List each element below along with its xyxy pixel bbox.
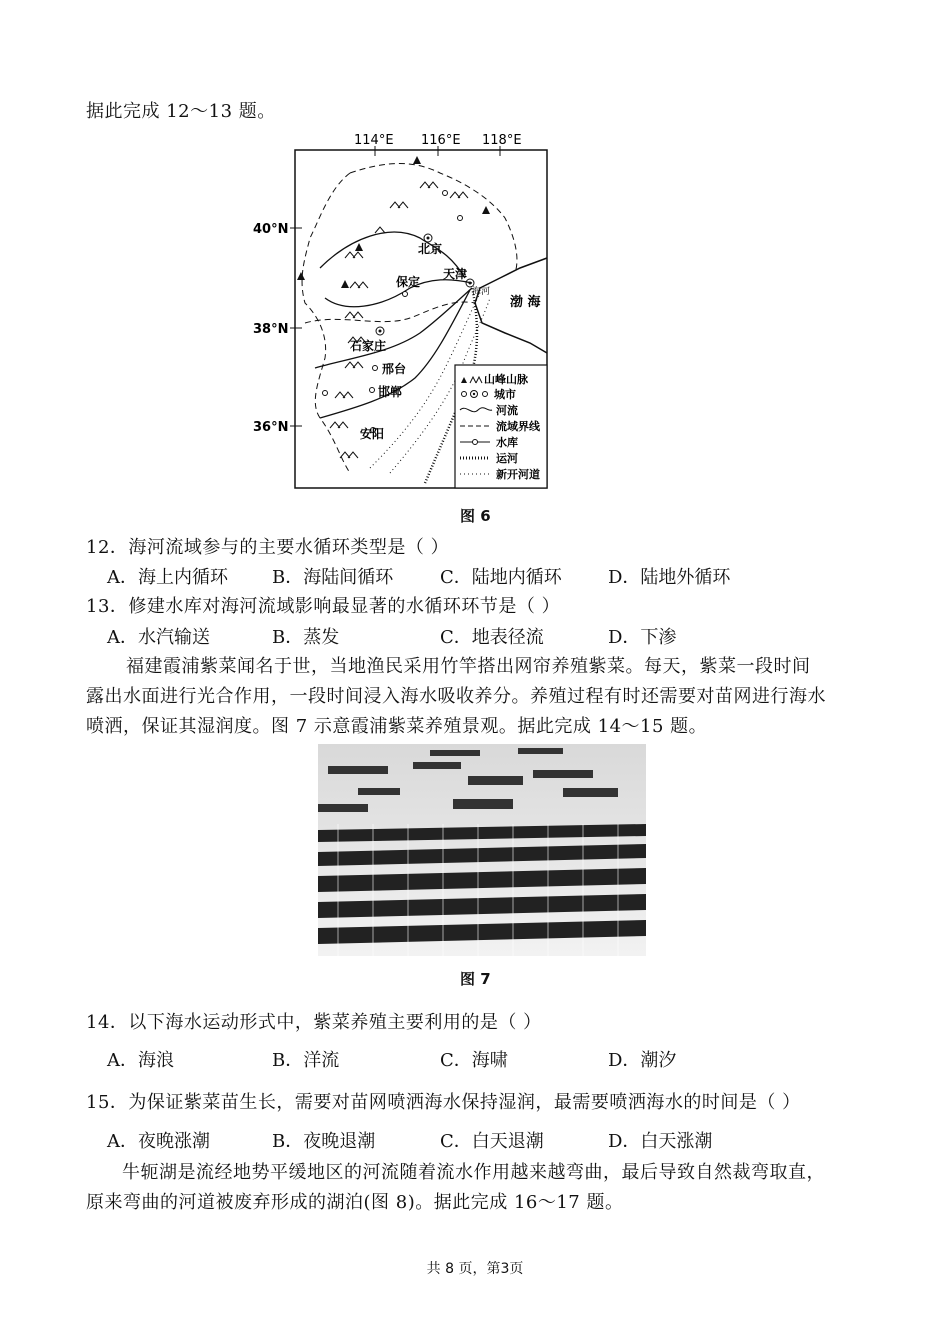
q13-stem: 13．修建水库对海河流域影响最显著的水循环环节是（ ） (86, 596, 561, 617)
q12-option-a[interactable]: A．海上内循环 (107, 567, 228, 588)
q15-option-a[interactable]: A．夜晚涨潮 (107, 1131, 210, 1152)
legend-reservoir: 水库 (496, 436, 518, 449)
legend-new-channel: 新开河道 (496, 468, 540, 481)
basin-boundary-west (302, 173, 350, 473)
legend-city: 城市 (494, 388, 516, 401)
city-tianjin: 天津 (443, 267, 468, 281)
q14-option-a[interactable]: A．海浪 (107, 1050, 174, 1071)
q14-option-d[interactable]: D．潮汐 (608, 1050, 677, 1071)
q12-option-c[interactable]: C．陆地内循环 (440, 567, 562, 588)
q13-option-d[interactable]: D．下渗 (608, 627, 677, 648)
q15-option-d[interactable]: D．白天涨潮 (608, 1131, 713, 1152)
haihe-basin-map (250, 128, 550, 490)
passage2-line2: 露出水面进行光合作用，一段时间浸入海水吸收养分。养殖过程有时还需要对苗网进行海水 (86, 686, 826, 707)
reservoir (458, 216, 463, 221)
legend-river: 河流 (496, 404, 518, 417)
reservoir (443, 191, 448, 196)
reservoir (323, 391, 328, 396)
q15-option-b[interactable]: B．夜晚退潮 (272, 1131, 376, 1152)
figure6-caption: 图 6 (460, 507, 491, 525)
passage2-line1: 福建霞浦紫菜闻名于世，当地渔民采用竹竿搭出网帘养殖紫菜。每天，紫菜一段时间 (126, 656, 811, 677)
passage3-line2: 原来弯曲的河道被废弃形成的湖泊(图 8)。据此完成 16～17 题。 (86, 1192, 624, 1213)
legend-mountain: 山峰山脉 (484, 373, 528, 386)
city-anyang: 安阳 (360, 427, 385, 441)
q14-option-c[interactable]: C．海啸 (440, 1050, 508, 1071)
city-handan: 邯郸 (378, 385, 403, 399)
lat-label-36: 36°N (253, 420, 289, 435)
map-legend (455, 365, 547, 488)
legend-canal: 运河 (496, 452, 518, 465)
lat-label-40: 40°N (253, 222, 289, 237)
q14-option-b[interactable]: B．洋流 (272, 1050, 340, 1071)
haihe-label: 海河 (472, 287, 491, 297)
city-xingtai-marker (373, 366, 378, 371)
city-baoding: 保定 (396, 275, 421, 289)
basin-boundary-north (350, 164, 517, 273)
city-beijing: 北京 (418, 242, 443, 256)
q15-option-c[interactable]: C．白天退潮 (440, 1131, 544, 1152)
page-footer: 共 8 页，第3页 (426, 1261, 524, 1277)
legend-boundary: 流域界线 (496, 420, 540, 433)
passage3-line1: 牛轭湖是流经地势平缓地区的河流随着流水作用越来越弯曲，最后导致自然裁弯取直， (122, 1162, 825, 1183)
q13-option-b[interactable]: B．蒸发 (272, 627, 340, 648)
intro-text: 据此完成 12～13 题。 (86, 101, 276, 122)
basin-boundary-mid (305, 302, 475, 323)
q14-stem: 14．以下海水运动形式中，紫菜养殖主要利用的是（ ） (86, 1012, 542, 1033)
passage2-line3: 喷洒，保证其湿润度。图 7 示意霞浦紫菜养殖景观。据此完成 14～15 题。 (86, 716, 708, 737)
q15-stem: 15．为保证紫菜苗生长，需要对苗网喷洒海水保持湿润，最需要喷洒海水的时间是（ ） (86, 1092, 801, 1113)
q12-stem: 12．海河流域参与的主要水循环类型是（ ） (86, 537, 450, 558)
laver-farming-photo (318, 744, 646, 956)
city-handan-marker (370, 388, 375, 393)
q13-option-a[interactable]: A．水汽输送 (107, 627, 210, 648)
city-shijiazhuang: 石家庄 (350, 339, 387, 353)
lon-label-116: 116°E (421, 133, 461, 148)
lon-label-114: 114°E (354, 133, 394, 148)
lon-label-118: 118°E (482, 133, 522, 148)
city-baoding-marker (403, 292, 408, 297)
q13-option-c[interactable]: C．地表径流 (440, 627, 544, 648)
sea-label: 渤 海 (510, 295, 541, 310)
river-south (315, 288, 472, 368)
lat-label-38: 38°N (253, 322, 289, 337)
figure7-caption: 图 7 (460, 970, 491, 988)
q12-option-d[interactable]: D．陆地外循环 (608, 567, 731, 588)
city-xingtai: 邢台 (382, 362, 407, 376)
q12-option-b[interactable]: B．海陆间循环 (272, 567, 394, 588)
